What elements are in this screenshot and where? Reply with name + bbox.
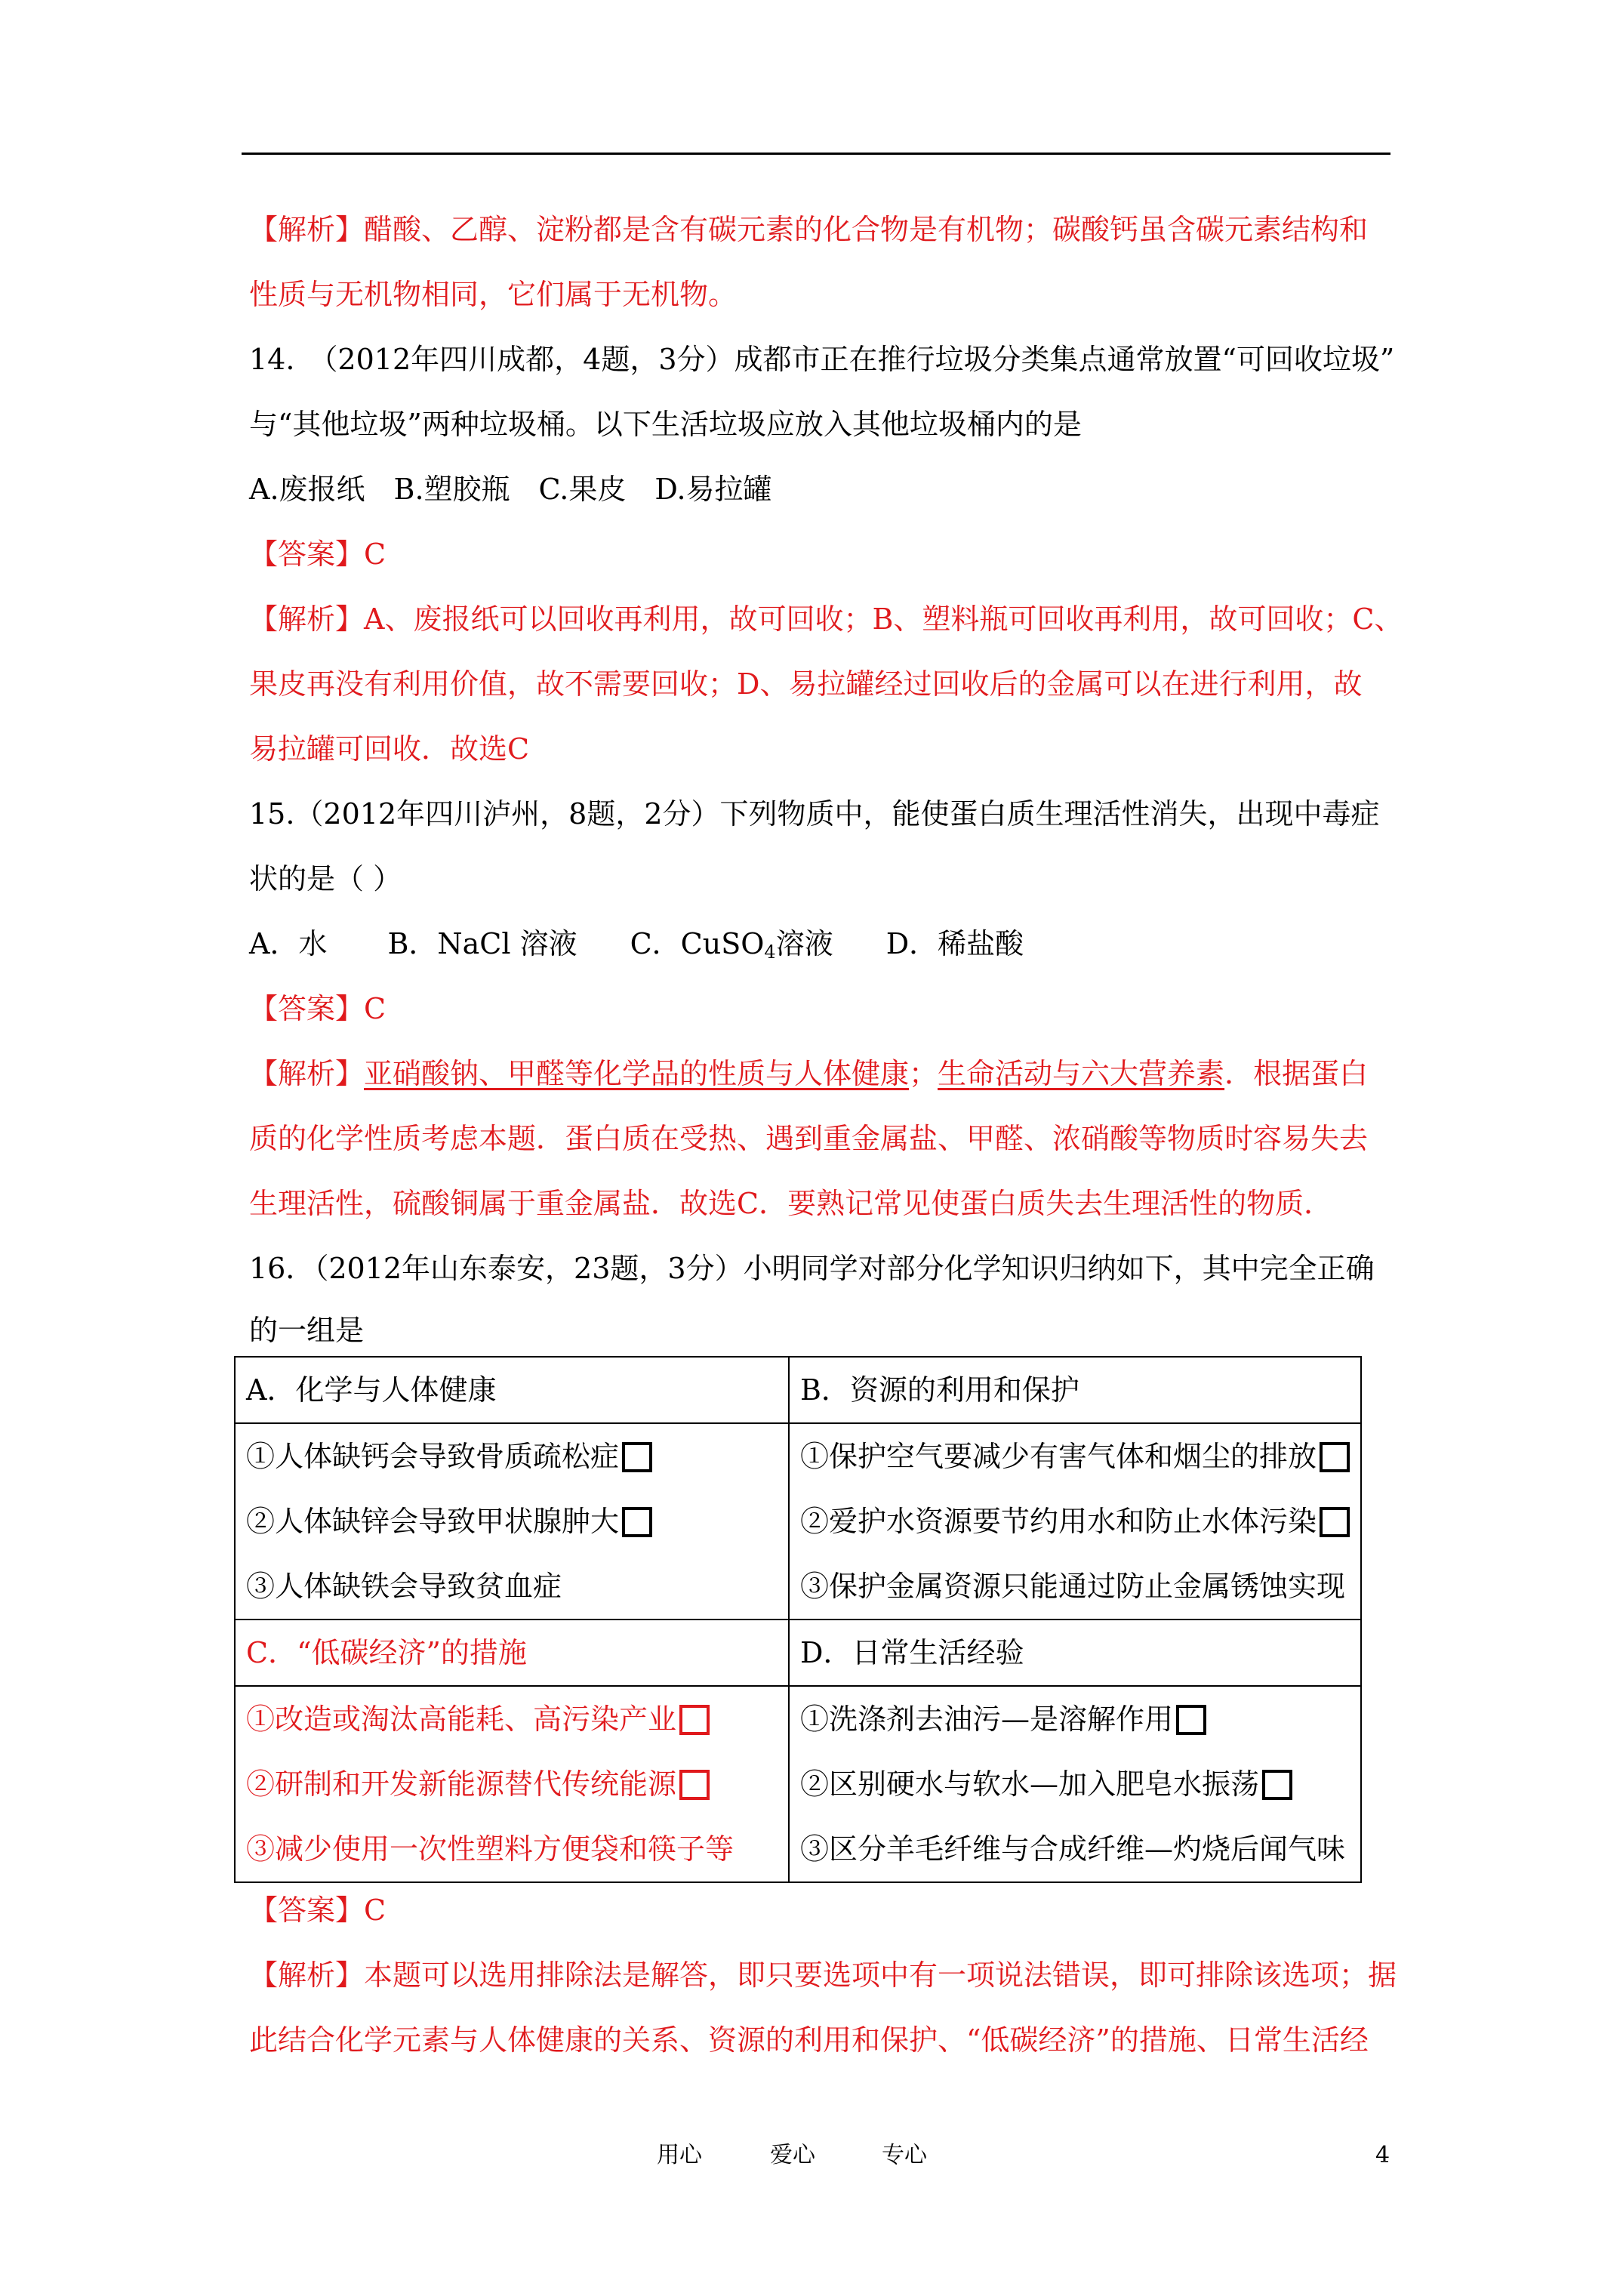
checkbox-icon (622, 1442, 652, 1472)
question-16-analysis: 此结合化学元素与人体健康的关系、资源的利用和保护、“低碳经济”的措施、日常生活经 (249, 2023, 1369, 2057)
option-d: D．稀盐酸 (885, 927, 1024, 960)
question-15-options (249, 926, 1024, 970)
question-15-analysis: 生理活性，硫酸铜属于重金属盐．故选C．要熟记常见使蛋白质失去生理活性的物质． (249, 1187, 1333, 1220)
analysis-line: 【解析】醋酸、乙醇、淀粉都是含有碳元素的化合物是有机物；碳酸钙虽含碳元素结构和 (249, 213, 1369, 246)
question-14-stem: 与“其他垃圾”两种垃圾桶。以下生活垃圾应放入其他垃圾桶内的是 (249, 408, 1082, 441)
checkbox-icon (679, 1770, 710, 1800)
analysis-line: 性质与无机物相同，它们属于无机物。 (249, 278, 738, 311)
table-cell-d-items: ①洗涤剂去油污—是溶解作用 ②区别硬水与软水—加入肥皂水振荡 ③区分羊毛纤维与合成纤维—灼烧后闻气味 (789, 1686, 1361, 1882)
option-c: C．CuSO$_4$溶液 (630, 927, 833, 963)
table-cell-b-items: ①保护空气要减少有害气体和烟尘的排放 ②爱护水资源要节约用水和防止水体污染 ③保护金属资源只能通过防止金属锈蚀实现 (789, 1423, 1361, 1620)
checkbox-icon (622, 1507, 652, 1537)
table-cell-c-title: C．“低碳经济”的措施 (235, 1620, 789, 1686)
question-16-stem: 16．（2012年山东泰安，23题，3分）小明同学对部分化学知识归纳如下，其中完全正确 (249, 1252, 1375, 1285)
footer-motto: 爱心 (770, 2142, 815, 2168)
question-14-analysis: 【解析】A、废报纸可以回收再利用，故可回收；B、塑料瓶可回收再利用，故可回收；C、 (249, 603, 1403, 636)
footer-motto: 专心 (882, 2142, 927, 2168)
footer-motto: 用心 (657, 2142, 702, 2168)
question-15-analysis: 质的化学性质考虑本题．蛋白质在受热、遇到重金属盐、甲醛、浓硝酸等物质时容易失去 (249, 1122, 1369, 1155)
question-16-stem: 的一组是 (249, 1314, 365, 1347)
checkbox-icon (1176, 1705, 1206, 1735)
question-14-stem: 14. （2012年四川成都，4题，3分）成都市正在推行垃圾分类集点通常放置“可回收垃圾” (249, 343, 1395, 376)
question-16-answer: 【答案】C (249, 1894, 387, 1927)
question-15-answer: 【答案】C (249, 992, 387, 1025)
page-number: 4 (1375, 2142, 1390, 2168)
option-b: B．NaCl 溶液 (387, 927, 577, 960)
question-15-analysis: 【解析】亚硝酸钠、甲醛等化学品的性质与人体健康；生命活动与六大营养素．根据蛋白 (249, 1057, 1369, 1090)
header-rule (242, 153, 1390, 155)
question-16-analysis: 【解析】本题可以选用排除法是解答，即只要选项中有一项说法错误，即可排除该选项；据 (249, 1959, 1397, 1992)
table-cell-a-title: A．化学与人体健康 (235, 1357, 789, 1423)
table-cell-c-items: ①改造或淘汰高能耗、高污染产业 ②研制和开发新能源替代传统能源 ③减少使用一次性塑料方便袋和筷子等 (235, 1686, 789, 1882)
table-cell-a-items: ①人体缺钙会导致骨质疏松症 ②人体缺锌会导致甲状腺肿大 ③人体缺铁会导致贫血症 (235, 1423, 789, 1620)
question-15-stem: 15.（2012年四川泸州，8题，2分）下列物质中，能使蛋白质生理活性消失，出现中毒症 (249, 797, 1380, 831)
checkbox-icon (679, 1705, 710, 1735)
checkbox-icon (1320, 1507, 1350, 1537)
checkbox-icon (1262, 1770, 1292, 1800)
option-a: A．水 (249, 927, 328, 960)
question-14-answer: 【答案】C (249, 538, 387, 571)
table-cell-b-title: B．资源的利用和保护 (789, 1357, 1361, 1423)
question-14-analysis: 果皮再没有利用价值，故不需要回收；D、易拉罐经过回收后的金属可以在进行利用，故 (249, 667, 1363, 701)
question-14-options: A.废报纸 B.塑胶瓶 C.果皮 D.易拉罐 (249, 473, 772, 506)
knowledge-link[interactable]: 生命活动与六大营养素 (938, 1057, 1225, 1090)
question-14-analysis: 易拉罐可回收．故选C (249, 732, 530, 766)
question-15-stem: 状的是（ ） (249, 862, 402, 895)
knowledge-link[interactable]: 亚硝酸钠、甲醛等化学品的性质与人体健康 (364, 1057, 910, 1090)
table-cell-d-title: D．日常生活经验 (789, 1620, 1361, 1686)
knowledge-table (234, 1356, 1362, 1883)
checkbox-icon (1320, 1442, 1350, 1472)
